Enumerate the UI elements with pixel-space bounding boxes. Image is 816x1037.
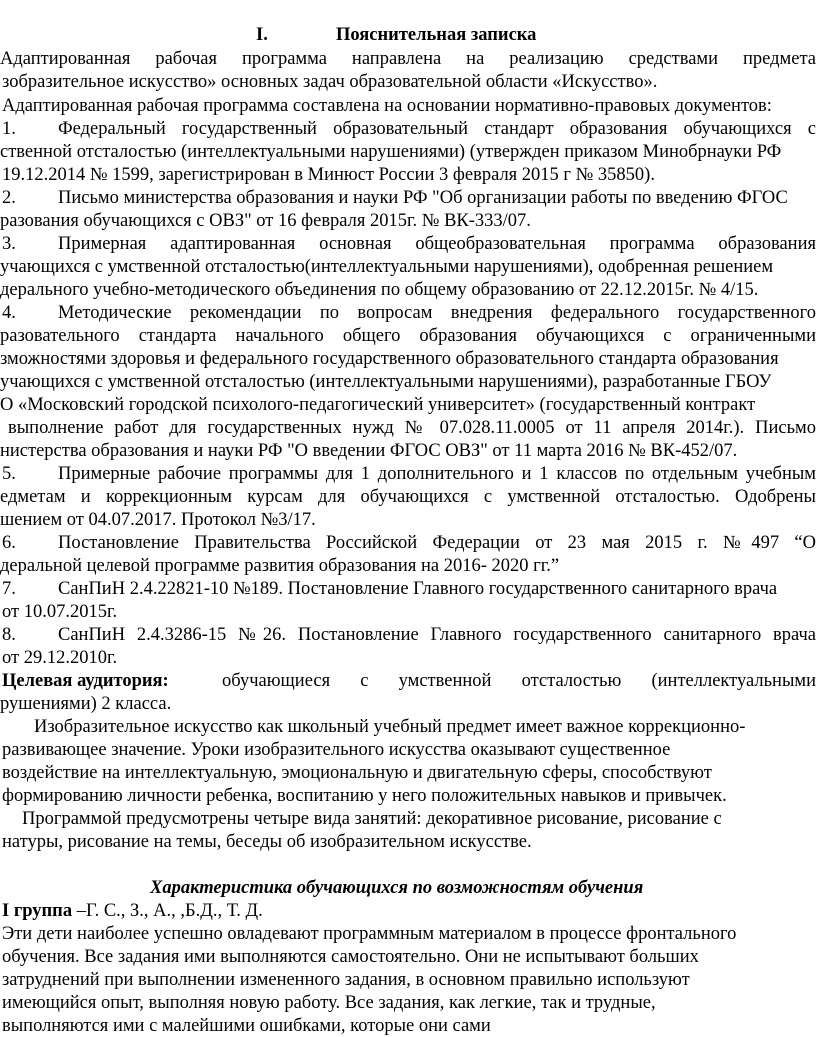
item-4-line-5: О «Московский городской психолого-педагогический университет» (государственный контракт (0, 395, 756, 415)
item-5-line-1: Примерные рабочие программы для 1 дополнительного и 1 классов по отдельным учебным (58, 464, 816, 484)
para3-line-2: развивающее значение. Уроки изобразительного искусства оказывают существенное (2, 740, 671, 760)
para5-line-5: выполняются ими с малейшими ошибками, которые они сами (2, 1016, 491, 1036)
item-6-number: 6. (2, 533, 16, 553)
item-1-line-2: ственной отсталостью (интеллектуальными нарушениями) (утвержден приказом Минобрнауки РФ (0, 142, 782, 162)
group-label: I группа (2, 901, 73, 921)
audience-line-2: рушениями) 2 класса. (0, 694, 172, 714)
para4-line-1: Программой предусмотрены четыре вида занятий: декоративное рисование, рисование с (22, 809, 722, 829)
para3-line-3: воздействие на интеллектуальную, эмоциональную и двигательную сферы, способствуют (2, 763, 712, 783)
item-7-number: 7. (2, 579, 16, 599)
item-7-line-2: от 10.07.2015г. (2, 602, 118, 622)
para3-line-4: формированию личности ребенка, воспитанию у него положительных навыков и привычек. (2, 786, 727, 806)
audience-line-1: обучающиеся с умственной отсталостью (интеллектуальными (222, 671, 816, 691)
group-line (2, 900, 263, 922)
para5-line-2: обучения. Все задания ими выполняются самостоятельно. Они не испытывают больших (2, 947, 699, 967)
item-8-number: 8. (2, 625, 16, 645)
item-4-line-1: Методические рекомендации по вопросам внедрения федерального государственного (58, 303, 816, 323)
item-2-number: 2. (2, 188, 16, 208)
item-8-line-2: от 29.12.2010г. (2, 648, 118, 668)
item-2-line-1: Письмо министерства образования и науки РФ "Об организации работы по введению ФГОС (58, 188, 788, 208)
basis-line: Адаптированная рабочая программа составлена на основании нормативно-правовых документов: (2, 96, 772, 116)
intro-line-1: Адаптированная рабочая программа направлена на реализацию средствами предмета (0, 49, 816, 69)
item-6-line-2: деральной целевой программе развития образования на 2016- 2020 гг.” (0, 556, 560, 576)
para5-line-1: Эти дети наиболее успешно овладевают программным материалом в процессе фронтального (2, 924, 737, 944)
para3-line-1: Изобразительное искусство как школьный учебный предмет имеет важное коррекционно- (34, 717, 746, 737)
section-2-title: Характеристика обучающихся по возможностям обучения (150, 878, 644, 898)
item-3-line-1: Примерная адаптированная основная общеобразовательная программа образования (58, 234, 816, 254)
item-3-line-3: дерального учебно-методического объединения по общему образованию от 22.12.2015г. № 4/15. (0, 280, 759, 300)
item-4-line-2: разовательного стандарта начального общего образования обучающихся с ограниченными (0, 326, 816, 346)
item-4-line-3: зможностями здоровья и федерального государственного образовательного стандарта образования (0, 349, 779, 369)
item-4-number: 4. (2, 303, 16, 323)
heading-title: Пояснительная записка (336, 25, 537, 45)
para5-line-3: затруднений при выполнении измененного задания, в основном правильно используют (2, 970, 690, 990)
audience-label: Целевая аудитория: (2, 671, 169, 691)
item-3-line-2: учающихся с умственной отсталостью(интеллектуальными нарушениями), одобренная решением (0, 257, 774, 277)
item-4-line-4: учающихся с умственной отсталостью (интеллектуальными нарушениями), разработанные ГБОУ (0, 372, 772, 392)
item-5-line-3: шением от 04.07.2017. Протокол №3/17. (0, 510, 316, 530)
item-7-line-1: СанПиН 2.4.22821-10 №189. Постановление Главного государственного санитарного врача (58, 579, 778, 599)
item-2-line-2: разования обучающихся с ОВЗ" от 16 февраля 2015г. № ВК-333/07. (0, 211, 531, 231)
item-4-line-7: нистерства образования и науки РФ "О введении ФГОС ОВЗ" от 11 марта 2016 № ВК-452/07. (0, 441, 738, 461)
item-4-line-6: выполнение работ для государственных нужд № 07.028.11.0005 от 11 апреля 2014г.). Письмо (8, 418, 816, 438)
item-5-line-2: едметам и коррекционным курсам для обучающихся с умственной отсталостью. Одобрены (0, 487, 816, 507)
item-8-line-1: СанПиН 2.4.3286-15 №26. Постановление Главного государственного санитарного врача (58, 625, 816, 645)
item-3-number: 3. (2, 234, 16, 254)
item-1-line-3: 19.12.2014 № 1599, зарегистрирован в Минюст России 3 февраля 2015 г № 35850). (2, 165, 655, 185)
para4-line-2: натуры, рисование на темы, беседы об изобразительном искусстве. (2, 832, 532, 852)
item-5-number: 5. (2, 464, 16, 484)
group-names: –Г. С., З., А., ,Б.Д., Т. Д. (72, 901, 263, 921)
intro-line-2: зобразительное искусство» основных задач образовательной области «Искусство». (2, 72, 658, 92)
para5-line-4: имеющийся опыт, выполняя новую работу. Все задания, как легкие, так и трудные, (2, 993, 656, 1013)
item-6-line-1: Постановление Правительства Российской Федерации от 23 мая 2015 г. №497 “О (58, 533, 816, 553)
item-1-number: 1. (2, 119, 16, 139)
item-1-line-1: Федеральный государственный образовательный стандарт образования обучающихся с (58, 119, 816, 139)
heading-number: I. (256, 25, 268, 45)
